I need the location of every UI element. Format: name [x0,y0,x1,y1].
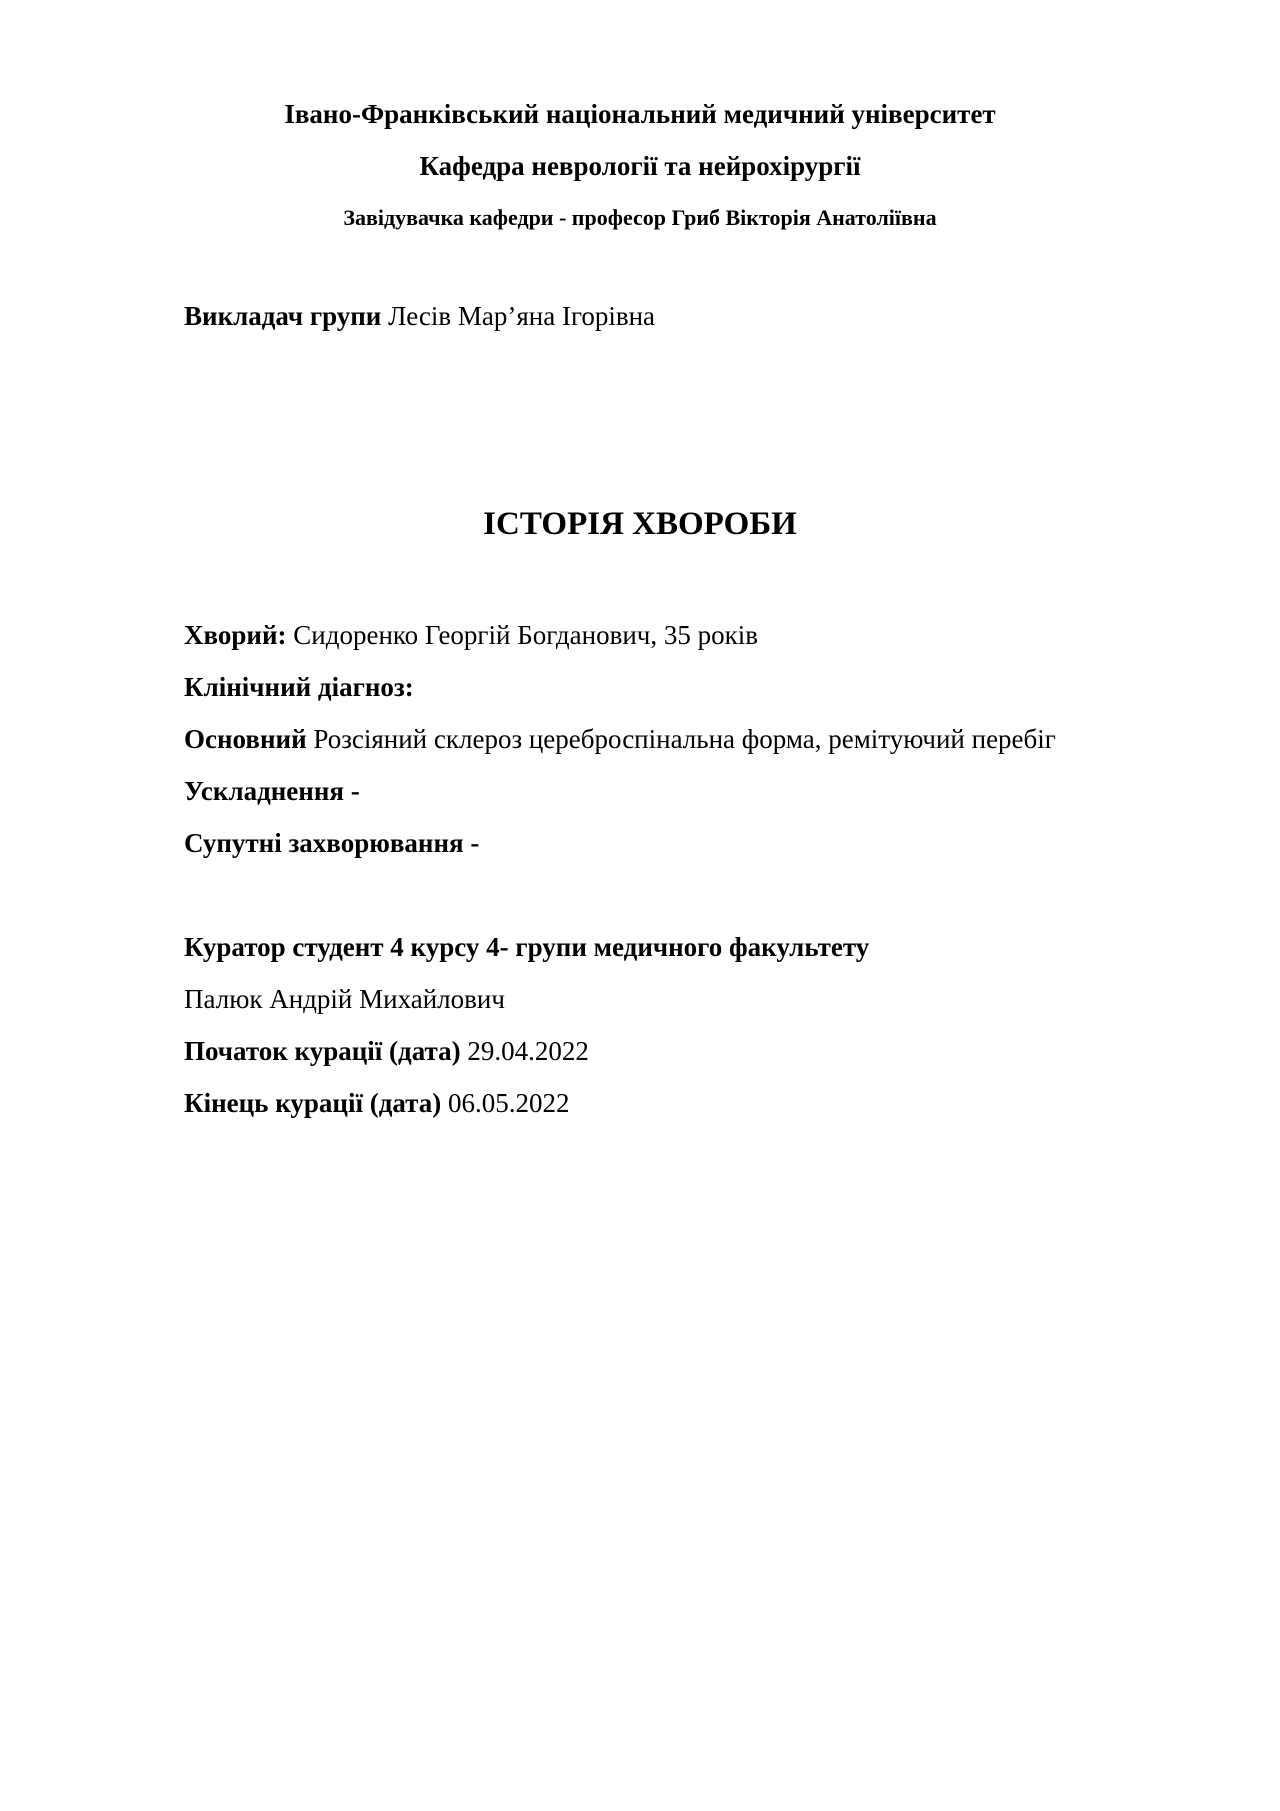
complications-line [184,776,360,807]
teacher-label: Викладач групи [184,301,382,331]
main-diagnosis-value: Розсіяний склероз цереброспінальна форма, ремітуючий перебіг [313,724,1056,754]
clinical-diagnosis-line [184,672,414,703]
curation-start-value: 29.04.2022 [467,1036,589,1066]
department-name: Кафедра неврології та нейрохірургії [419,151,861,181]
complications-label: Ускладнення - [184,776,360,806]
curation-start-line [184,1036,589,1067]
head-of-department: Завідувачка кафедри - професор Гриб Вікторія Анатоліївна [343,205,937,230]
curation-start-label: Початок курації (дата) [184,1036,461,1066]
curation-end-value: 06.05.2022 [448,1088,570,1118]
curator-name: Палюк Андрій Михайлович [184,984,505,1014]
curator-heading-line [184,932,869,963]
teacher-line [184,301,655,332]
curator-heading: Куратор студент 4 курсу 4- групи медичного факультету [184,932,870,962]
comorbidities-label: Супутні захворювання - [184,828,480,858]
patient-line [184,620,758,651]
university-name: Івано-Франківський національний медичний університет [284,99,996,129]
patient-label: Хворий: [184,620,287,650]
main-diagnosis-label: Основний [184,724,307,754]
patient-value: Сидоренко Георгій Богданович, 35 років [293,620,759,650]
curation-end-label: Кінець курації (дата) [184,1088,442,1118]
clinical-diagnosis-label: Клінічний діагноз: [184,672,414,702]
comorbidities-line [184,828,479,859]
teacher-value: Лесів Мар’яна Ігорівна [388,301,656,331]
main-diagnosis-line [184,724,1056,755]
document-title: ІСТОРІЯ ХВОРОБИ [483,506,797,542]
curation-end-line [184,1088,570,1119]
